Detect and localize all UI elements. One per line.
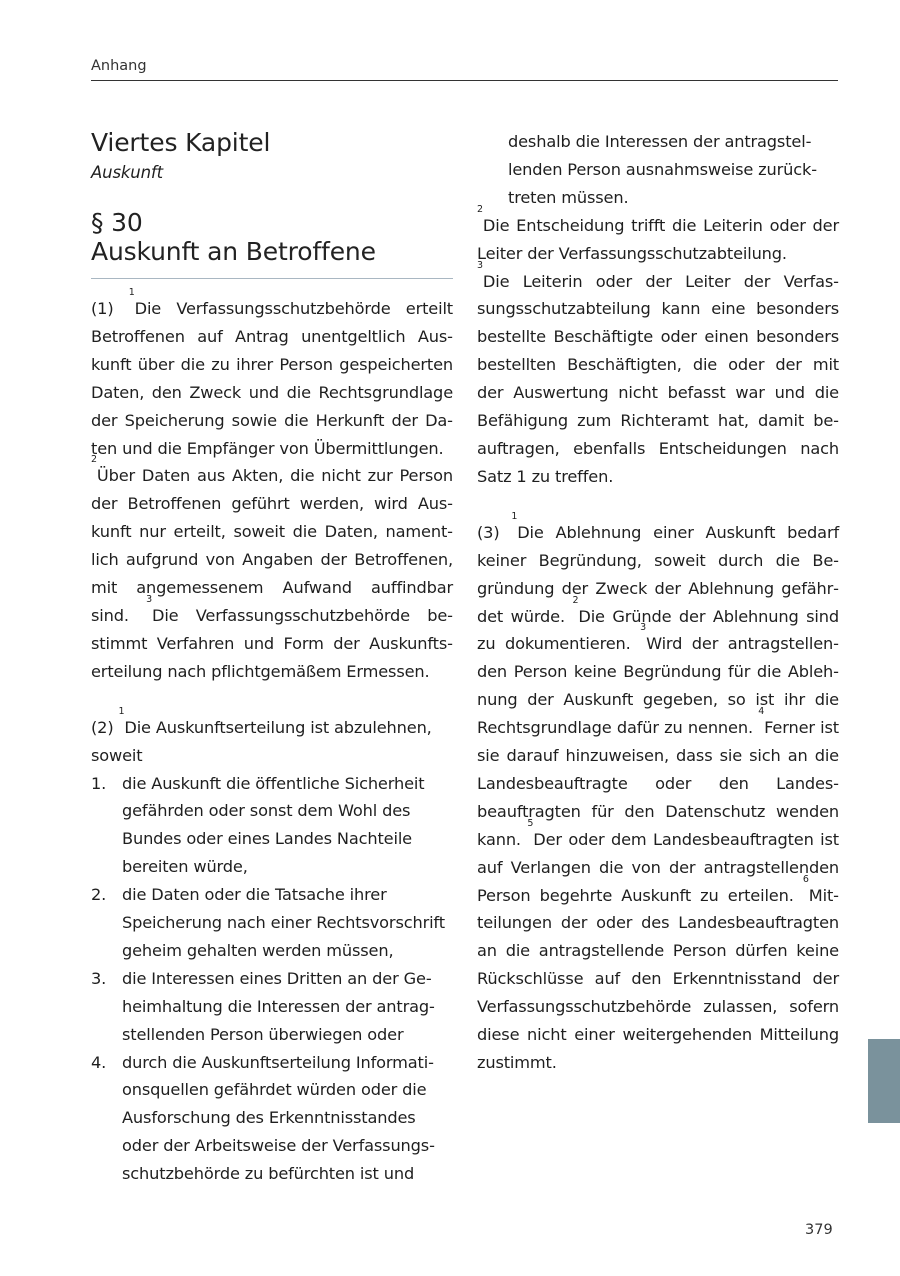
- header-rule: [91, 80, 838, 81]
- list-item-number: 1.: [91, 773, 107, 793]
- sentence: Der oder dem Landesbeauftragten ist auf Verlangen die von der antragstellenden Person begehrte Auskunft zu erteilen.: [477, 829, 839, 905]
- list-item: [91, 965, 453, 1049]
- sentence: Mitteilungen der oder des Landesbeauftragten an die antragstellende Person dürfen keine Rückschlüsse auf den Erkenntnisstand der Verfassungsschutzbehörde zulassen, sofern diese nicht einer weitergehenden Mitteilung zustimmt.: [477, 885, 839, 1072]
- chapter-title: Viertes Kapitel: [91, 128, 271, 157]
- list-item: [91, 881, 453, 965]
- list-item: [91, 770, 453, 882]
- list-item: [91, 1049, 453, 1189]
- enumeration-list: [91, 770, 453, 1189]
- list-item-text: die Auskunft die öffentliche Sicherheit gefährden oder sonst dem Wohl des Bundes oder eines Landes Nachteile bereiten würde,: [122, 773, 425, 877]
- paragraph-label: (3): [477, 522, 512, 542]
- paragraph-label: (1): [91, 299, 129, 318]
- running-head: Anhang: [91, 58, 147, 74]
- chapter-subtitle: Auskunft: [91, 163, 163, 182]
- sentence: Die Verfassungsschutzbehörde erteilt Betroffenen auf Antrag unentgeltlich Auskunft über die zu ihrer Person gespeicherten Daten, den Zweck und die Rechtsgrundlage der Speicherung sowie die Herkunft der Daten und die Empfänger von Übermittlungen.: [91, 299, 454, 458]
- sentence-number: 2: [572, 594, 579, 606]
- list-item-number: 4.: [91, 1052, 107, 1072]
- sentence: Die Ablehnung einer Auskunft bedarf keiner Begründung, soweit durch die Begründung der Zweck der Ablehnung gefährdet würde.: [477, 522, 839, 626]
- paragraph-2-continued: [477, 203, 839, 491]
- sentence: Ferner ist sie darauf hinzuweisen, dass sie sich an die Landesbeauftragte oder den Landesbeauftragten für den Datenschutz wenden kann.: [477, 718, 839, 849]
- sentence-number: 3: [477, 259, 483, 271]
- list-item-text: durch die Auskunftserteilung Informationsquellen gefährdet würden oder die Ausforschung des Erkenntnisstandes oder der Arbeitsweise der Verfassungsschutzbehörde zu befürchten ist und: [122, 1052, 435, 1184]
- list-item-number: 2.: [91, 885, 107, 905]
- sentence-number: 3: [146, 593, 153, 605]
- sentence-number: 1: [128, 287, 135, 298]
- section-number: § 30: [91, 208, 143, 237]
- sentence-number: 6: [802, 873, 809, 885]
- sentence: Die Entscheidung trifft die Leiterin oder der Leiter der Verfassungsschutzabteilung.: [477, 215, 839, 263]
- thumb-index-tab: [868, 1039, 900, 1123]
- sentence-number: 2: [477, 203, 483, 215]
- sentence: Die Gründe der Ablehnung sind zu dokumentieren.: [477, 606, 839, 654]
- sentence-number: 3: [640, 622, 647, 634]
- paragraph-label: (2): [91, 717, 119, 737]
- sentence-number: 1: [511, 510, 518, 522]
- list-item-number: 3.: [91, 968, 107, 988]
- sentence-number: 2: [91, 454, 97, 466]
- list-item-text: die Interessen eines Dritten an der Geheimhaltung die Interessen der antragstellenden Person überwiegen oder: [122, 968, 435, 1044]
- page-number: 379: [805, 1222, 833, 1238]
- section-rule: [91, 278, 453, 279]
- sentence: Die Leiterin oder der Leiter der Verfassungsschutzabteilung kann eine besonders bestellte Beschäftigte oder einen besonders bestellten Beschäftigten, die oder der mit der Auswertung nicht befasst war und die Befähigung zum Richteramt hat, damit beauftragen, ebenfalls Entscheidungen nach Satz 1 zu treffen.: [477, 271, 839, 486]
- sentence: Über Daten aus Akten, die nicht zur Person der Betroffenen geführt werden, wird Auskunft nur erteilt, soweit die Daten, namentlich aufgrund von Angaben der Betroffenen, mit angemessenem Aufwand auffindbar sind.: [91, 466, 453, 625]
- paragraph-3: [477, 510, 839, 1077]
- right-column: [477, 128, 839, 1077]
- paragraph-1: [91, 287, 454, 686]
- sentence: Die Verfassungsschutzbehörde bestimmt Verfahren und Form der Auskunftserteilung nach pflichtgemäßem Ermessen.: [91, 605, 453, 681]
- list-item-text: die Daten oder die Tatsache ihrer Speicherung nach einer Rechtsvorschrift geheim gehalten werden müssen,: [122, 885, 445, 960]
- list-item-continuation: deshalb die Interessen der antragstellenden Person ausnahmsweise zurücktreten müssen.: [508, 132, 818, 207]
- sentence: Wird der antragstellenden Person keine Begründung für die Ablehnung der Auskunft gegeben, so ist ihr die Rechtsgrundlage dafür zu nennen.: [477, 634, 839, 738]
- sentence-number: 5: [527, 817, 534, 829]
- paragraph-2-intro: [91, 705, 453, 770]
- section-title: Auskunft an Betroffene: [91, 237, 376, 266]
- sentence: Die Auskunftserteilung ist abzulehnen, soweit: [91, 717, 432, 765]
- sentence-number: 4: [758, 706, 765, 718]
- sentence-number: 1: [118, 705, 125, 717]
- left-column: [91, 128, 453, 1188]
